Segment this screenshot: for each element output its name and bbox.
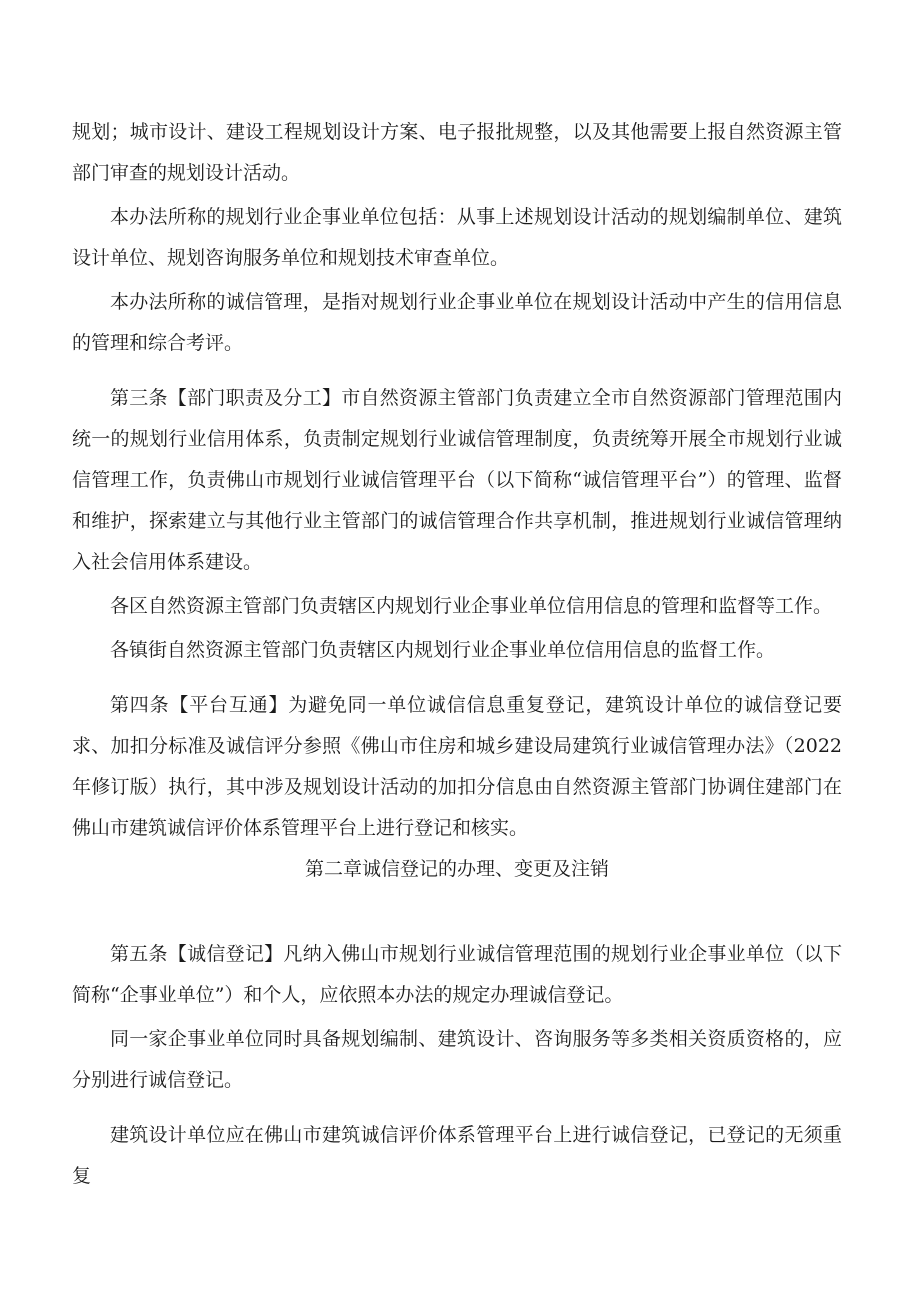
paragraph-multi-qualification: 同一家企事业单位同时具备规划编制、建筑设计、咨询服务等多类相关资质资格的，应分别进行诚信登记。 — [72, 1028, 842, 1091]
article-4-platform: 第四条【平台互通】为避免同一单位诚信信息重复登记，建筑设计单位的诚信登记要求、加扣分标准及诚信评分参照《佛山市住房和城乡建设局建筑行业诚信管理办法》（2022年修订版）执行，其中涉及规划设计活动的加扣分信息由自然资源主管部门协调住建部门在佛山市建筑诚信评价体系管理平台上进行登记和核实。 — [72, 694, 842, 839]
paragraph-integrity-definition: 本办法所称的诚信管理，是指对规划行业企事业单位在规划设计活动中产生的信用信息的管理和综合考评。 — [72, 291, 842, 354]
paragraph-town-duties: 各镇街自然资源主管部门负责辖区内规划行业企事业单位信用信息的监督工作。 — [110, 639, 776, 661]
document-page — [72, 112, 842, 1197]
paragraph-unit-definition: 本办法所称的规划行业企事业单位包括：从事上述规划设计活动的规划编制单位、建筑设计单位、规划咨询服务单位和规划技术审查单位。 — [72, 206, 842, 269]
chapter-title: 第二章诚信登记的办理、变更及注销 — [304, 858, 609, 880]
article-5-registration: 第五条【诚信登记】凡纳入佛山市规划行业诚信管理范围的规划行业企事业单位（以下简称“企事业单位”）和个人，应依照本办法的规定办理诚信登记。 — [72, 943, 842, 1006]
article-3-duties: 第三条【部门职责及分工】市自然资源主管部门负责建立全市自然资源部门管理范围内统一的规划行业信用体系，负责制定规划行业诚信管理制度，负责统筹开展全市规划行业诚信管理工作，负责佛山市规划行业诚信管理平台（以下简称“诚信管理平台”）的管理、监督和维护，探索建立与其他行业主管部门的诚信管理合作共享机制，推进规划行业诚信管理纳入社会信用体系建设。 — [72, 387, 842, 573]
paragraph-continuation: 规划；城市设计、建设工程规划设计方案、电子报批规整，以及其他需要上报自然资源主管部门审查的规划设计活动。 — [72, 121, 842, 184]
paragraph-district-duties: 各区自然资源主管部门负责辖区内规划行业企事业单位信用信息的管理和监督等工作。 — [110, 595, 833, 617]
paragraph-architecture-registration: 建筑设计单位应在佛山市建筑诚信评价体系管理平台上进行诚信登记，已登记的无须重复 — [72, 1124, 842, 1187]
